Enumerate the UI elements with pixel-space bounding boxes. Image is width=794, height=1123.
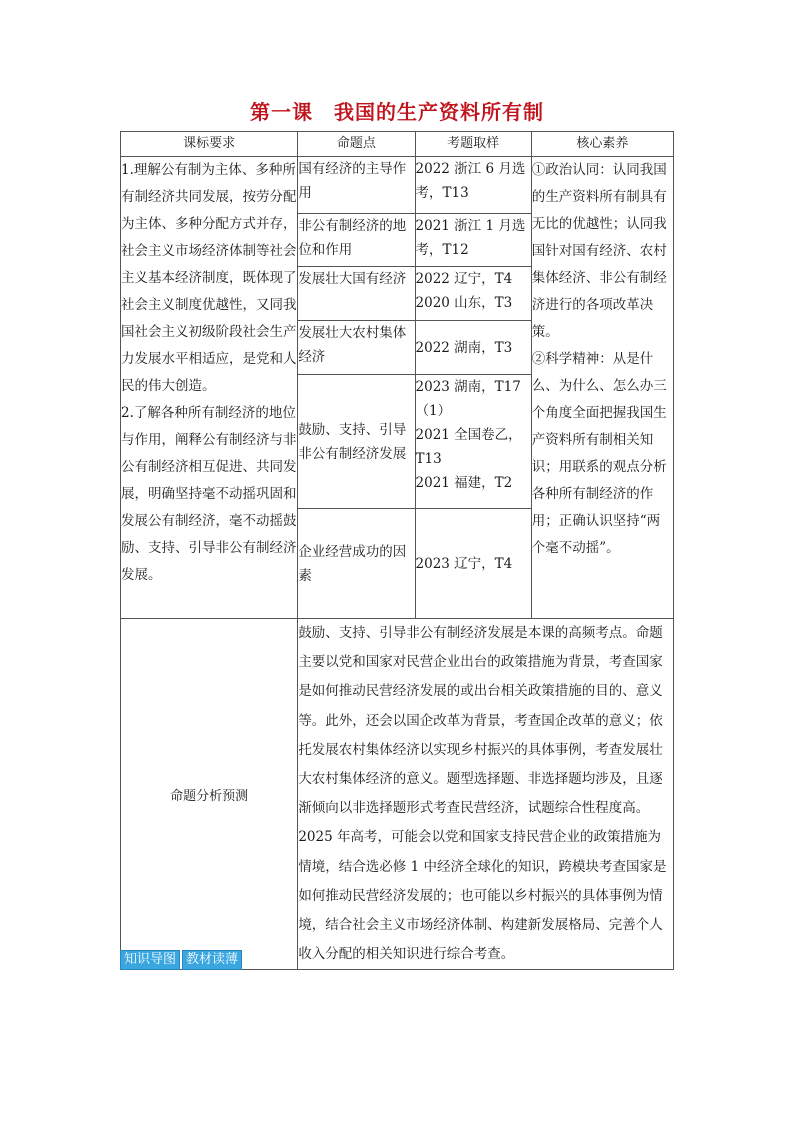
topic-cell: 发展壮大国有经济 [298, 267, 415, 321]
topic-cell: 发展壮大农村集体经济 [298, 321, 415, 375]
analysis-text: 鼓励、支持、引导非公有制经济发展是本课的高频考点。命题主要以党和国家对民营企业出台的政策措施为背景，考查国家是如何推动民营经济发展的或出台相关政策措施的目的、意义等。此外，还会以国企改革为背景，考查国企改革的意义；依托发展农村集体经济以实现乡村振兴的具体事例，考查发展壮大农村集体经济的意义。题型选择题、非选择题均涉及，且逐渐倾向以非选择题形式考查民营经济，试题综合性程度高。2025 年高考，可能会以党和国家支持民营企业的政策措施为情境，结合选必修 1 中经济全球化的知识，跨模块考查国家是如何推动民营经济发展的；也可能以乡村振兴的具体事例为情境，结合社会主义市场经济体制、构建新发展格局、完善个人收入分配的相关知识进行综合考查。 [298, 619, 674, 970]
sample-entry: 2022 湖南，T3 [415, 339, 513, 356]
analysis-label: 命题分析预测 [121, 619, 298, 970]
sample-entry: 2023 辽宁，T4 [415, 555, 513, 572]
requirements-cell [121, 157, 298, 619]
sample-entry: 2022 浙江 6 月选考，T13 [415, 161, 526, 201]
literacy-2: ②科学精神：从是什么、为什么、怎么办三个角度全面把握我国生产资料所有制相关知识；用联系的观点分析各种所有制经济的作用；正确认识坚持“两个毫不动摇”。 [531, 351, 667, 556]
requirement-1: 1.理解公有制为主体、多种所有制经济共同发展，按劳分配为主体、多种分配方式并存，社会主义市场经济体制等社会主义基本经济制度，既体现了社会主义制度优越性，又同我国社会主义初级阶段社会生产力发展水平相适应，是党和人民的伟大创造。 [121, 162, 297, 394]
table-row [121, 157, 674, 214]
curriculum-table [120, 131, 674, 970]
sample-entry: 2021 福建，T2 [415, 475, 513, 491]
topic-cell: 鼓励、支持、引导非公有制经济发展 [298, 375, 415, 509]
analysis-row [121, 619, 674, 970]
sample-entry: 2021 全国卷乙，T13 [415, 427, 522, 467]
sample-cell [415, 157, 531, 214]
sample-cell [415, 375, 531, 509]
header-samples: 考题取样 [415, 132, 531, 157]
sample-cell [415, 267, 531, 321]
sample-entry: 2021 浙江 1 月选考，T12 [415, 218, 526, 258]
tag-knowledge-map[interactable]: 知识导图 [120, 950, 180, 970]
header-literacy: 核心素养 [531, 132, 673, 157]
literacy-cell [531, 157, 673, 619]
topic-cell: 国有经济的主导作用 [298, 157, 415, 214]
topic-cell: 非公有制经济的地位和作用 [298, 214, 415, 267]
table-header-row [121, 132, 674, 157]
literacy-1: ①政治认同：认同我国的生产资料所有制具有无比的优越性；认同我国针对国有经济、农村集体经济、非公有制经济进行的各项改革决策。 [531, 162, 667, 340]
sample-entry: 2022 辽宁，T4 [415, 271, 513, 287]
sample-cell [415, 321, 531, 375]
header-requirements: 课标要求 [121, 132, 298, 157]
sample-cell [415, 214, 531, 267]
header-topics: 命题点 [298, 132, 415, 157]
topic-cell: 企业经营成功的因素 [298, 509, 415, 619]
page-title: 第一课 我国的生产资料所有制 [250, 100, 544, 124]
sample-entry: 2020 山东，T3 [415, 295, 513, 311]
sample-entry: 2023 湖南，T17（1） [415, 379, 521, 419]
section-tags [120, 950, 242, 970]
sample-cell [415, 509, 531, 619]
tag-textbook-reading[interactable]: 教材读薄 [182, 950, 242, 970]
requirement-2: 2.了解各种所有制经济的地位与作用，阐释公有制经济与非公有制经济相互促进、共同发展，明确坚持毫不动摇巩固和发展公有制经济，毫不动摇鼓励、支持、引导非公有制经济发展。 [121, 405, 297, 583]
